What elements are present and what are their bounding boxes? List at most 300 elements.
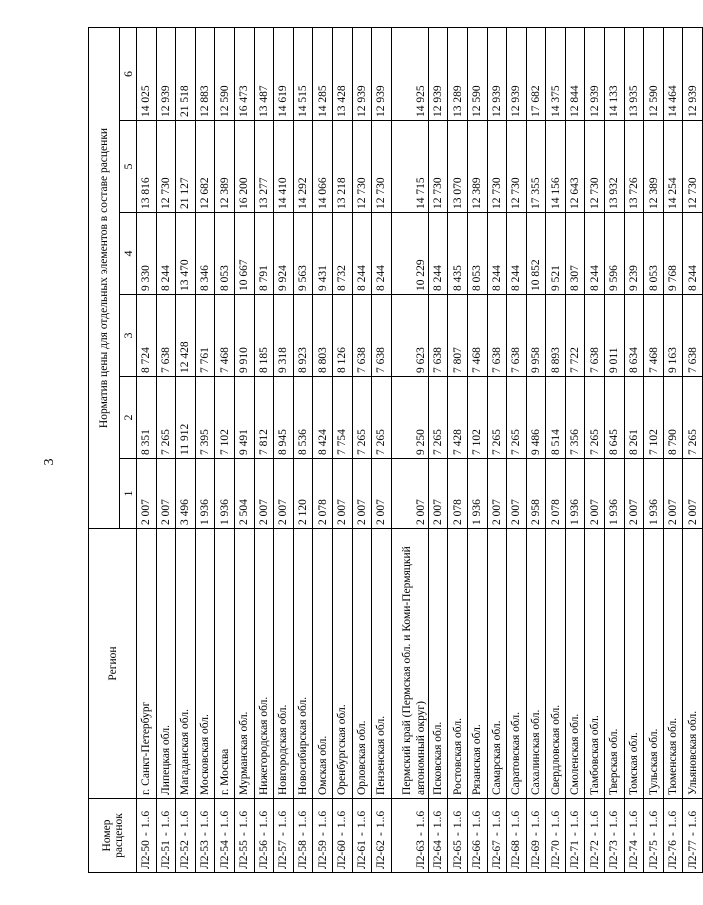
- table-row: [565, 28, 585, 873]
- region-cell: Самарская обл.: [487, 529, 507, 799]
- region-cell: Омская обл.: [313, 529, 333, 799]
- rate-range: 1..6: [588, 810, 601, 829]
- table-row: [313, 28, 333, 873]
- rate-range: 1..6: [257, 810, 270, 829]
- rate-code: Л2-66: [471, 840, 484, 869]
- rate-code-cell: [391, 799, 428, 873]
- rate-code-separator: -: [451, 832, 464, 837]
- value-cell-5: 12 730: [156, 121, 176, 213]
- rate-code-cell: [156, 799, 176, 873]
- value-cell-3: 7 638: [487, 295, 507, 377]
- rate-code-separator: -: [414, 832, 427, 837]
- rate-code-cell: [585, 799, 605, 873]
- value-cell-1: 2 007: [137, 459, 157, 529]
- region-cell: Новосибирская обл.: [293, 529, 313, 799]
- value-cell-3: 7 638: [352, 295, 372, 377]
- value-cell-4: 8 244: [372, 213, 392, 295]
- table-row: [274, 28, 294, 873]
- value-cell-4: 9 431: [313, 213, 333, 295]
- value-cell-6: 14 619: [274, 28, 294, 121]
- value-cell-3: 8 803: [313, 295, 333, 377]
- value-cell-2: 7 265: [507, 377, 527, 459]
- header-col-3: 3: [120, 295, 137, 377]
- rate-code-cell: [332, 799, 352, 873]
- table-row: [372, 28, 392, 873]
- value-cell-6: 13 487: [254, 28, 274, 121]
- rate-code-cell: [683, 799, 703, 873]
- rate-code-separator: -: [257, 832, 270, 837]
- value-cell-6: 14 285: [313, 28, 333, 121]
- rate-code-cell: [624, 799, 644, 873]
- value-cell-6: 12 939: [156, 28, 176, 121]
- value-cell-2: 7 395: [195, 377, 215, 459]
- value-cell-3: 7 638: [372, 295, 392, 377]
- rate-code: Л2-52: [179, 840, 192, 869]
- value-cell-6: 12 590: [467, 28, 487, 121]
- value-cell-1: 2 007: [683, 459, 703, 529]
- value-cell-4: 10 229: [391, 213, 428, 295]
- rate-code-separator: -: [179, 832, 192, 837]
- table-row: [254, 28, 274, 873]
- rate-code-separator: -: [277, 832, 290, 837]
- rate-code-cell: [448, 799, 468, 873]
- rate-code: Л2-69: [529, 840, 542, 869]
- value-cell-4: 9 239: [624, 213, 644, 295]
- value-cell-6: 14 375: [546, 28, 566, 121]
- header-region: Регион: [89, 529, 137, 799]
- region-cell: Пермский край (Пермская обл. и Коми-Пермяцкий автономный округ): [391, 529, 428, 799]
- region-cell: Тверская обл.: [605, 529, 625, 799]
- rate-code-cell: [507, 799, 527, 873]
- rate-code-cell: [293, 799, 313, 873]
- value-cell-5: 12 389: [215, 121, 235, 213]
- rate-code-cell: [352, 799, 372, 873]
- rate-code-cell: [487, 799, 507, 873]
- value-cell-2: 7 265: [683, 377, 703, 459]
- region-cell: Липецкая обл.: [156, 529, 176, 799]
- rate-code: Л2-55: [238, 840, 251, 869]
- value-cell-2: 8 424: [313, 377, 333, 459]
- rate-code-separator: -: [510, 832, 523, 837]
- value-cell-2: 7 265: [352, 377, 372, 459]
- rate-range: 1..6: [608, 810, 621, 829]
- rate-code-cell: [428, 799, 448, 873]
- rate-code: Л2-51: [159, 840, 172, 869]
- value-cell-3: 9 318: [274, 295, 294, 377]
- value-cell-2: 7 265: [585, 377, 605, 459]
- table-row: [428, 28, 448, 873]
- value-cell-4: 8 053: [215, 213, 235, 295]
- value-cell-3: 8 126: [332, 295, 352, 377]
- rate-code: Л2-50: [140, 840, 153, 869]
- value-cell-2: 11 912: [176, 377, 196, 459]
- region-cell: Сахалинская обл.: [526, 529, 546, 799]
- rate-code: Л2-64: [432, 840, 445, 869]
- value-cell-1: 1 936: [215, 459, 235, 529]
- value-cell-2: 7 754: [332, 377, 352, 459]
- value-cell-2: 9 250: [391, 377, 428, 459]
- value-cell-1: 2 007: [352, 459, 372, 529]
- value-cell-3: 8 893: [546, 295, 566, 377]
- rate-code-cell: [467, 799, 487, 873]
- rotated-table-wrapper: [88, 28, 699, 873]
- value-cell-5: 13 726: [624, 121, 644, 213]
- region-cell: Ульяновская обл.: [683, 529, 703, 799]
- value-cell-1: 1 936: [467, 459, 487, 529]
- value-cell-3: 9 163: [663, 295, 683, 377]
- table-row: [156, 28, 176, 873]
- rate-code-separator: -: [549, 832, 562, 837]
- rate-code-separator: -: [686, 832, 699, 837]
- value-cell-1: 3 496: [176, 459, 196, 529]
- value-cell-5: 12 389: [467, 121, 487, 213]
- value-cell-4: 8 244: [428, 213, 448, 295]
- rate-range: 1..6: [355, 810, 368, 829]
- rate-code-cell: [195, 799, 215, 873]
- value-cell-3: 7 722: [565, 295, 585, 377]
- value-cell-6: 12 939: [585, 28, 605, 121]
- value-cell-2: 7 265: [428, 377, 448, 459]
- value-cell-1: 1 936: [195, 459, 215, 529]
- region-cell: г. Москва: [215, 529, 235, 799]
- rate-range: 1..6: [471, 810, 484, 829]
- rate-code: Л2-68: [510, 840, 523, 869]
- value-cell-2: 8 645: [605, 377, 625, 459]
- value-cell-3: 7 638: [507, 295, 527, 377]
- rate-range: 1..6: [297, 810, 310, 829]
- value-cell-5: 12 389: [644, 121, 664, 213]
- region-cell: Рязанская обл.: [467, 529, 487, 799]
- value-cell-1: 2 958: [526, 459, 546, 529]
- table-row: [624, 28, 644, 873]
- rate-code: Л2-58: [297, 840, 310, 869]
- value-cell-1: 2 007: [274, 459, 294, 529]
- table-row: [195, 28, 215, 873]
- region-cell: Томская обл.: [624, 529, 644, 799]
- value-cell-5: 13 816: [137, 121, 157, 213]
- value-cell-1: 2 007: [156, 459, 176, 529]
- rate-code-cell: [254, 799, 274, 873]
- rate-range: 1..6: [375, 810, 388, 829]
- value-cell-5: 14 410: [274, 121, 294, 213]
- value-cell-3: 7 807: [448, 295, 468, 377]
- value-cell-2: 7 265: [156, 377, 176, 459]
- value-cell-6: 12 939: [507, 28, 527, 121]
- rate-range: 1..6: [179, 810, 192, 829]
- rate-code-cell: [565, 799, 585, 873]
- value-cell-3: 9 623: [391, 295, 428, 377]
- value-cell-2: 7 812: [254, 377, 274, 459]
- value-cell-4: 10 852: [526, 213, 546, 295]
- value-cell-3: 12 428: [176, 295, 196, 377]
- value-cell-5: 12 643: [565, 121, 585, 213]
- rate-range: 1..6: [529, 810, 542, 829]
- value-cell-3: 9 011: [605, 295, 625, 377]
- table-row: [234, 28, 254, 873]
- region-cell: Тамбовская обл.: [585, 529, 605, 799]
- value-cell-6: 17 682: [526, 28, 546, 121]
- region-cell: Мурманская обл.: [234, 529, 254, 799]
- rate-range: 1..6: [627, 810, 640, 829]
- value-cell-1: 2 504: [234, 459, 254, 529]
- value-cell-2: 8 351: [137, 377, 157, 459]
- table-row: [332, 28, 352, 873]
- table-row: [644, 28, 664, 873]
- rate-code-separator: -: [490, 832, 503, 837]
- region-cell: Пензенская обл.: [372, 529, 392, 799]
- value-cell-1: 2 007: [391, 459, 428, 529]
- value-cell-2: 9 486: [526, 377, 546, 459]
- value-cell-1: 2 007: [624, 459, 644, 529]
- value-cell-4: 8 244: [487, 213, 507, 295]
- rate-code-separator: -: [471, 832, 484, 837]
- region-cell: г. Санкт-Петербург: [137, 529, 157, 799]
- value-cell-3: 7 468: [467, 295, 487, 377]
- rate-code: Л2-60: [336, 840, 349, 869]
- rate-range: 1..6: [549, 810, 562, 829]
- value-cell-5: 12 730: [487, 121, 507, 213]
- value-cell-1: 2 078: [546, 459, 566, 529]
- value-cell-5: 13 932: [605, 121, 625, 213]
- value-cell-5: 14 292: [293, 121, 313, 213]
- rate-code: Л2-56: [257, 840, 270, 869]
- rate-code: Л2-71: [569, 840, 582, 869]
- header-norm: Норматив цены для отдельных элементов в составе расценки: [89, 28, 120, 529]
- value-cell-1: 2 007: [372, 459, 392, 529]
- value-cell-6: 14 464: [663, 28, 683, 121]
- rate-code: Л2-53: [199, 840, 212, 869]
- rate-code-separator: -: [569, 832, 582, 837]
- value-cell-1: 2 007: [663, 459, 683, 529]
- rate-code-separator: -: [529, 832, 542, 837]
- table-row: [487, 28, 507, 873]
- value-cell-4: 9 924: [274, 213, 294, 295]
- value-cell-2: 7 356: [565, 377, 585, 459]
- value-cell-5: 12 730: [585, 121, 605, 213]
- table-row: [683, 28, 703, 873]
- rate-code: Л2-76: [667, 840, 680, 869]
- value-cell-5: 12 730: [507, 121, 527, 213]
- rate-code-cell: [644, 799, 664, 873]
- rate-code: Л2-73: [608, 840, 621, 869]
- value-cell-1: 1 936: [644, 459, 664, 529]
- rate-code-separator: -: [238, 832, 251, 837]
- value-cell-3: 8 923: [293, 295, 313, 377]
- value-cell-5: 12 730: [352, 121, 372, 213]
- value-cell-4: 8 244: [156, 213, 176, 295]
- value-cell-6: 12 939: [683, 28, 703, 121]
- value-cell-5: 12 730: [683, 121, 703, 213]
- header-col-2: 2: [120, 377, 137, 459]
- rate-code-separator: -: [375, 832, 388, 837]
- rate-code-separator: -: [627, 832, 640, 837]
- value-cell-5: 14 156: [546, 121, 566, 213]
- value-cell-1: 2 007: [332, 459, 352, 529]
- value-cell-3: 7 468: [215, 295, 235, 377]
- table-row: [293, 28, 313, 873]
- value-cell-4: 8 346: [195, 213, 215, 295]
- rate-code-cell: [546, 799, 566, 873]
- table-row: [526, 28, 546, 873]
- value-cell-4: 8 244: [585, 213, 605, 295]
- value-cell-5: 13 218: [332, 121, 352, 213]
- header-col-1: 1: [120, 459, 137, 529]
- rate-code-cell: [274, 799, 294, 873]
- table-row: [507, 28, 527, 873]
- rate-range: 1..6: [159, 810, 172, 829]
- header-col-5: 5: [120, 121, 137, 213]
- header-col-4: 4: [120, 213, 137, 295]
- rate-range: 1..6: [218, 810, 231, 829]
- value-cell-1: 2 078: [313, 459, 333, 529]
- value-cell-4: 9 521: [546, 213, 566, 295]
- rate-code-cell: [137, 799, 157, 873]
- value-cell-3: 8 185: [254, 295, 274, 377]
- rate-code: Л2-74: [627, 840, 640, 869]
- rate-code-separator: -: [432, 832, 445, 837]
- rate-code: Л2-61: [355, 840, 368, 869]
- value-cell-4: 8 053: [644, 213, 664, 295]
- value-cell-4: 10 667: [234, 213, 254, 295]
- value-cell-3: 7 761: [195, 295, 215, 377]
- region-cell: Магаданская обл.: [176, 529, 196, 799]
- rate-code-separator: -: [355, 832, 368, 837]
- page-number: 3: [42, 458, 57, 466]
- table-row: [176, 28, 196, 873]
- region-cell: Нижегородская обл.: [254, 529, 274, 799]
- rate-range: 1..6: [569, 810, 582, 829]
- value-cell-5: 14 066: [313, 121, 333, 213]
- value-cell-5: 13 070: [448, 121, 468, 213]
- region-cell: Орловская обл.: [352, 529, 372, 799]
- value-cell-3: 7 468: [644, 295, 664, 377]
- value-cell-6: 12 883: [195, 28, 215, 121]
- value-cell-2: 8 790: [663, 377, 683, 459]
- value-cell-6: 14 515: [293, 28, 313, 121]
- rate-code: Л2-65: [451, 840, 464, 869]
- value-cell-6: 12 590: [215, 28, 235, 121]
- header-col-6: 6: [120, 28, 137, 121]
- value-cell-4: 8 053: [467, 213, 487, 295]
- value-cell-6: 13 935: [624, 28, 644, 121]
- rate-code-cell: [215, 799, 235, 873]
- value-cell-2: 8 514: [546, 377, 566, 459]
- value-cell-2: 7 102: [215, 377, 235, 459]
- value-cell-6: 14 925: [391, 28, 428, 121]
- value-cell-4: 8 307: [565, 213, 585, 295]
- table-row: [137, 28, 157, 873]
- value-cell-6: 13 289: [448, 28, 468, 121]
- region-cell: Саратовская обл.: [507, 529, 527, 799]
- rate-code: Л2-72: [588, 840, 601, 869]
- value-cell-4: 8 244: [507, 213, 527, 295]
- value-cell-4: 8 244: [352, 213, 372, 295]
- value-cell-2: 8 536: [293, 377, 313, 459]
- value-cell-4: 9 596: [605, 213, 625, 295]
- region-cell: Новгородская обл.: [274, 529, 294, 799]
- value-cell-6: 21 518: [176, 28, 196, 121]
- value-cell-4: 13 470: [176, 213, 196, 295]
- rate-code: Л2-70: [549, 840, 562, 869]
- rate-range: 1..6: [451, 810, 464, 829]
- value-cell-6: 12 939: [487, 28, 507, 121]
- table-row: [215, 28, 235, 873]
- rate-code: Л2-77: [686, 840, 699, 869]
- region-cell: Московская обл.: [195, 529, 215, 799]
- table-row: [546, 28, 566, 873]
- value-cell-1: 2 007: [507, 459, 527, 529]
- value-cell-2: 7 102: [644, 377, 664, 459]
- rate-code-cell: [663, 799, 683, 873]
- rate-code-separator: -: [336, 832, 349, 837]
- table-row: [448, 28, 468, 873]
- value-cell-6: 12 844: [565, 28, 585, 121]
- rate-range: 1..6: [277, 810, 290, 829]
- rate-range: 1..6: [238, 810, 251, 829]
- value-cell-5: 17 355: [526, 121, 546, 213]
- rate-code-separator: -: [218, 832, 231, 837]
- value-cell-1: 2 078: [448, 459, 468, 529]
- rate-code: Л2-57: [277, 840, 290, 869]
- value-cell-3: 7 638: [428, 295, 448, 377]
- value-cell-5: 12 730: [372, 121, 392, 213]
- rate-code-cell: [313, 799, 333, 873]
- rate-code-separator: -: [647, 832, 660, 837]
- rate-range: 1..6: [432, 810, 445, 829]
- value-cell-1: 1 936: [605, 459, 625, 529]
- value-cell-1: 2 007: [254, 459, 274, 529]
- value-cell-2: 7 265: [372, 377, 392, 459]
- value-cell-5: 21 127: [176, 121, 196, 213]
- rate-code-cell: [234, 799, 254, 873]
- rate-code: Л2-75: [647, 840, 660, 869]
- rate-code-separator: -: [199, 832, 212, 837]
- rate-code: Л2-54: [218, 840, 231, 869]
- rate-code-separator: -: [159, 832, 172, 837]
- rate-range: 1..6: [686, 810, 699, 829]
- table-row: [605, 28, 625, 873]
- value-cell-3: 8 724: [137, 295, 157, 377]
- rate-range: 1..6: [414, 810, 427, 829]
- table-row: [391, 28, 428, 873]
- rate-code-separator: -: [608, 832, 621, 837]
- value-cell-6: 12 939: [352, 28, 372, 121]
- value-cell-1: 2 007: [428, 459, 448, 529]
- rate-range: 1..6: [667, 810, 680, 829]
- region-cell: Псковская обл.: [428, 529, 448, 799]
- rate-range: 1..6: [510, 810, 523, 829]
- region-cell: Тульская обл.: [644, 529, 664, 799]
- value-cell-4: 9 768: [663, 213, 683, 295]
- value-cell-6: 14 133: [605, 28, 625, 121]
- rate-range: 1..6: [199, 810, 212, 829]
- table-row: [467, 28, 487, 873]
- value-cell-5: 13 277: [254, 121, 274, 213]
- value-cell-2: 7 265: [487, 377, 507, 459]
- region-cell: Смоленская обл.: [565, 529, 585, 799]
- rate-code-separator: -: [140, 832, 153, 837]
- value-cell-3: 9 910: [234, 295, 254, 377]
- rate-code-cell: [605, 799, 625, 873]
- value-cell-2: 8 261: [624, 377, 644, 459]
- rate-range: 1..6: [316, 810, 329, 829]
- rate-code: Л2-63: [414, 840, 427, 869]
- table-row: [663, 28, 683, 873]
- value-cell-1: 2 007: [585, 459, 605, 529]
- value-cell-2: 8 945: [274, 377, 294, 459]
- value-cell-6: 12 939: [428, 28, 448, 121]
- value-cell-1: 1 936: [565, 459, 585, 529]
